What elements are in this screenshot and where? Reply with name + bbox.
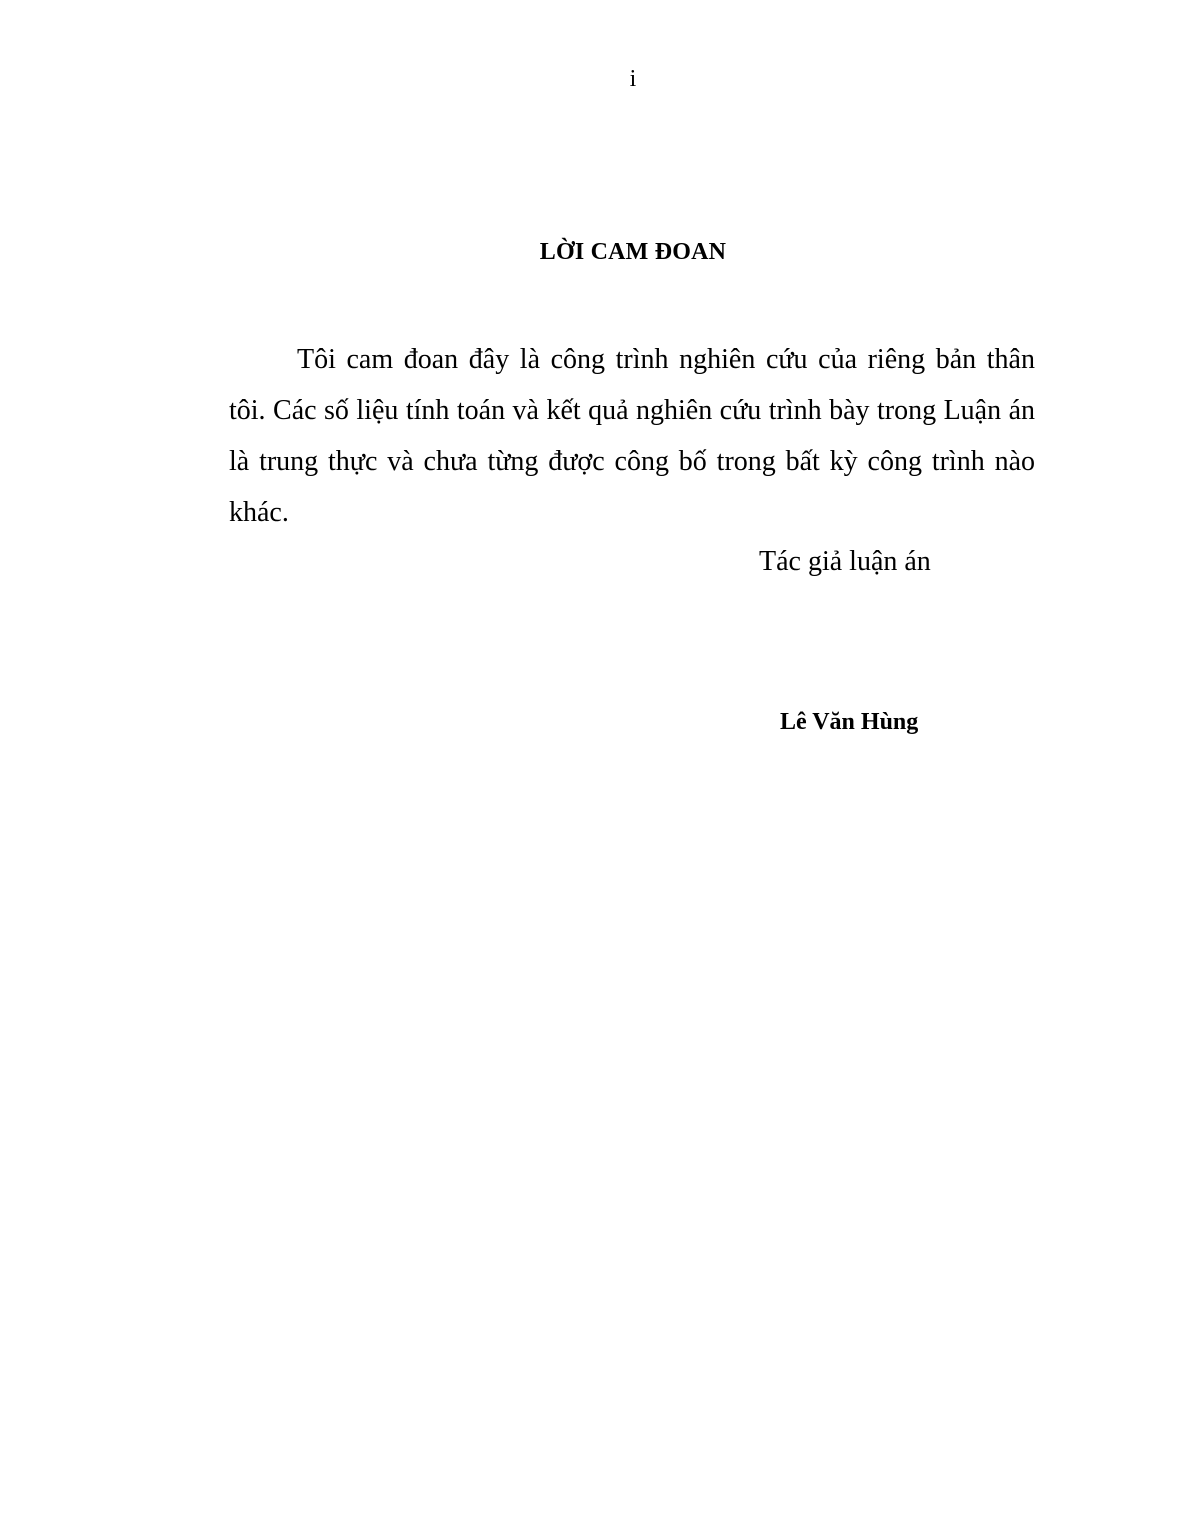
document-title: LỜI CAM ĐOAN bbox=[539, 239, 727, 265]
signature-role: Tác giả luận án bbox=[759, 546, 931, 577]
author-name: Lê Văn Hùng bbox=[780, 709, 919, 735]
page-number: i bbox=[629, 66, 637, 92]
declaration-paragraph: Tôi cam đoan đây là công trình nghiên cứu của riêng bản thân tôi. Các số liệu tính toán và kết quả nghiên cứu trình bày trong Luận án là trung thực và chưa từng được công bố trong bất kỳ công trình nào khác. bbox=[229, 344, 1035, 528]
